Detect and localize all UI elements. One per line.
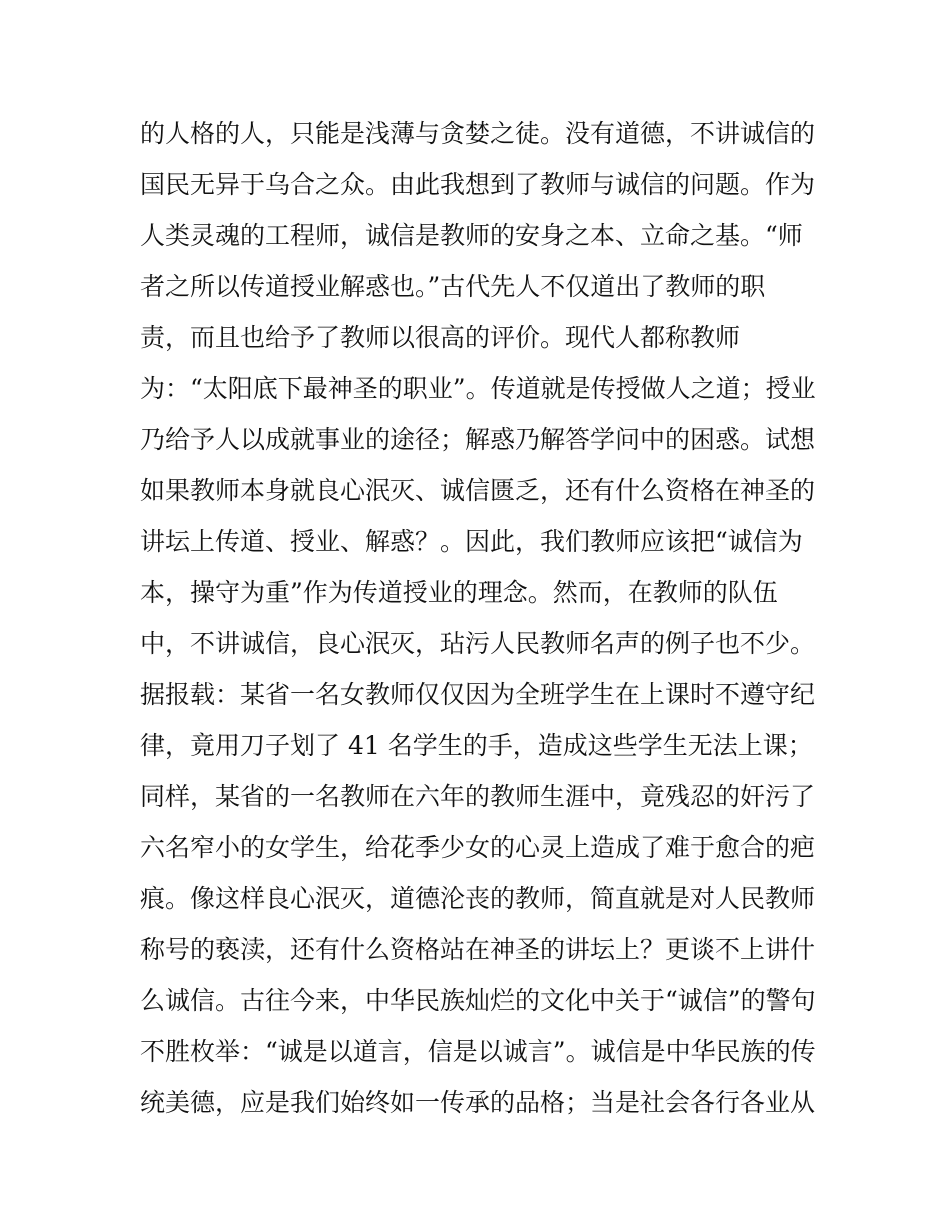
text-line-7: 乃给予人以成就事业的途径；解惑乃解答学问中的困惑。试想 [140,425,816,454]
text-line-6: 为：“太阳底下最神圣的职业”。传道就是传授做人之道；授业 [140,374,816,403]
body-text [140,108,830,1128]
text-line-3: 人类灵魂的工程师，诚信是教师的安身之本、立命之基。“师 [140,221,803,250]
text-line-16: 痕。像这样良心泯灭，道德沦丧的教师，简直就是对人民教师 [140,884,816,913]
text-line-13: 律，竟用刀子划了 41 名学生的手，造成这些学生无法上课； [140,731,813,760]
text-line-5: 责，而且也给予了教师以很高的评价。现代人都称教师 [140,323,741,352]
text-line-2: 国民无异于乌合之众。由此我想到了教师与诚信的问题。作为 [140,170,816,199]
text-line-14: 同样，某省的一名教师在六年的教师生涯中，竟残忍的奸污了 [140,782,816,811]
text-line-11: 中，不讲诚信，良心泯灭，玷污人民教师名声的例子也不少。 [140,629,816,658]
text-line-15: 六名窄小的女学生，给花季少女的心灵上造成了难于愈合的疤 [140,833,816,862]
text-line-17: 称号的亵渎，还有什么资格站在神圣的讲坛上？更谈不上讲什 [140,935,816,964]
text-line-9: 讲坛上传道、授业、解惑？。因此，我们教师应该把“诚信为 [140,527,803,556]
text-line-18: 么诚信。古往今来，中华民族灿烂的文化中关于“诚信”的警句 [140,986,816,1015]
text-line-10: 本，操守为重”作为传道授业的理念。然而，在教师的队伍 [140,578,778,607]
text-line-1: 的人格的人，只能是浅薄与贪婪之徒。没有道德，不讲诚信的 [140,119,816,148]
text-line-20: 统美德，应是我们始终如一传承的品格；当是社会各行各业从 [140,1088,816,1117]
text-line-12: 据报载：某省一名女教师仅仅因为全班学生在上课时不遵守纪 [140,680,816,709]
text-line-19: 不胜枚举：“诚是以道言，信是以诚言”。诚信是中华民族的传 [140,1037,816,1066]
text-line-4: 者之所以传道授业解惑也。”古代先人不仅道出了教师的职 [140,272,766,301]
text-line-8: 如果教师本身就良心泯灭、诚信匮乏，还有什么资格在神圣的 [140,476,816,505]
